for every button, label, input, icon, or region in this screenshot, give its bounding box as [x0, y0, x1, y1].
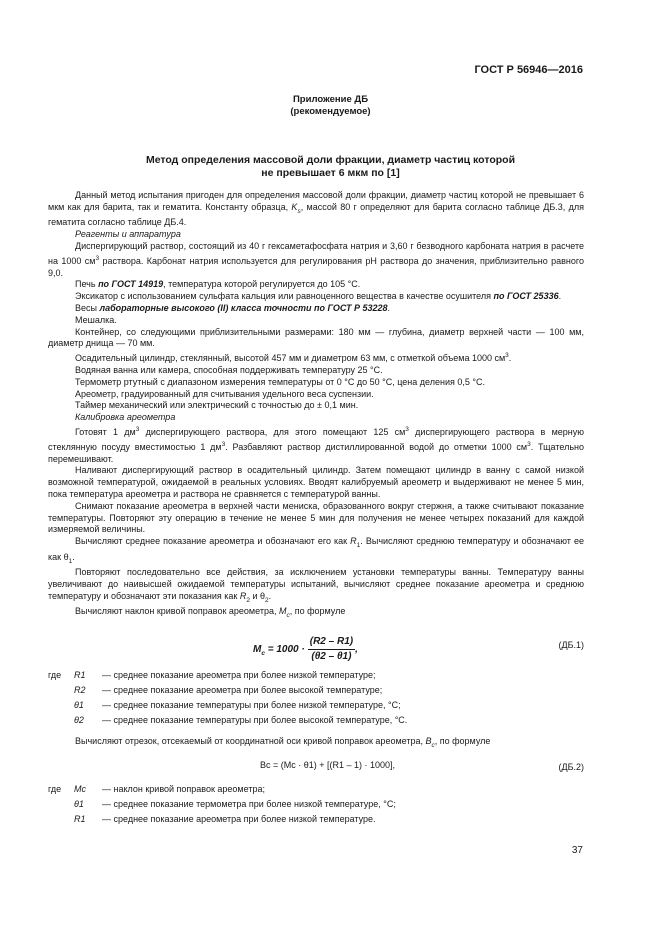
paragraph-pour: Наливают диспергирующий раствор в осадительный цилиндр. Затем помещают цилиндр в ванну с самой низкой возможной температурой, ожидаемой в реальных условиях. Вводят калибруемый ареометр и выдерживают не менее 5 мин, пока температура ареометра и раствора не сравняется с температурой ванны. — [48, 465, 584, 499]
legend-row: R1 — среднее показание ареометра при более низкой температуре. — [74, 813, 376, 824]
paragraph-repeat: Повторяют последовательно все действия, за исключением установки температуры ванны. Температуру ванны увеличивают до наивысшей ожидаемой температуры испытаний, вычисляют среднее показание ареометра и среднюю температуру и обозначают эти показания как $R_2$ и $\theta_2$. — [48, 567, 584, 604]
legend-row: θ1 — среднее показание термометра при более низкой температуре, °С; — [74, 798, 396, 809]
section-title-line1: Метод определения массовой доли фракции, диаметр частиц которой — [145, 154, 516, 166]
legend-db2 — [48, 784, 584, 829]
legend-row: R2 — среднее показание ареометра при более высокой температуре; — [74, 685, 383, 696]
legend-row: θ2 — среднее показание температуры при более высокой температуре, °С. — [74, 715, 408, 726]
formula-db1-number: (ДБ.1) — [558, 640, 584, 651]
paragraph-dispersant: Диспергирующий раствор, состоящий из 40 г гексаметафосфата натрия и 3,60 г безводного карбоната натрия в расчете на 1000 $см^3$ раствора. Карбонат натрия используется для регулирования pH раствора до значения, приблизительно равного 9,0. — [48, 240, 584, 278]
paragraph-intro: Данный метод испытания пригоден для определения массовой доли фракции, диаметр частиц которой не превышает 6 мкм как для барита, так и гематита. Константу образца, $K_s$, массой 80 г определяют для барита согласно таблице ДБ.3, для гематита согласно таблице ДБ.4. — [48, 190, 584, 228]
legend-row: θ1 — среднее показание температуры при более низкой температуре, °С; — [74, 700, 401, 711]
standard-number: ГОСТ Р 56946—2016 — [474, 64, 583, 76]
paragraph-timer: Таймер механический или электрический с точностью до ± 0,1 мин. — [75, 400, 359, 411]
subheading-calibration: Калибровка ареометра — [75, 412, 176, 423]
paragraph-mixer: Мешалка. — [75, 314, 117, 325]
formula-db1-expression: $M_c = 1000$ · $\frac{(R2 - R1)}{(\theta 2 - \theta 1)}$ , — [253, 636, 358, 662]
paragraph-cylinder: Осадительный цилиндр, стеклянный, высотой 457 мм и диаметром 63 мм, с отметкой объема 1000 $см^3$. — [75, 352, 512, 364]
paragraph-oven: Печь по ГОСТ 14919, температура которой регулируется до 105 °С. — [75, 279, 361, 290]
document-body — [48, 190, 584, 829]
paragraph-average: Вычисляют среднее показание ареометра и обозначают его как $R_1$. Вычисляют среднюю температуру и обозначают ее как $\theta_1$. — [48, 536, 584, 565]
page-number: 37 — [571, 845, 583, 856]
legend-row: где Mc — наклон кривой поправок ареометра; — [48, 783, 265, 794]
formula-db1-numerator: (R2 – R1) — [308, 636, 355, 650]
paragraph-prepare: Готовят 1 $дм^3$ диспергирующего раствора, для этого помещают 125 $см^3$ диспергирующего раствора в мерную стеклянную посуду вместимостью 1 $дм^3$. Разбавляют раствор дистиллированной водой до отметки 1000 $см^3$. Тщательно перемешивают. — [48, 425, 585, 464]
paragraph-hydrometer: Ареометр, градуированный для считывания удельного веса суспензии. — [75, 388, 374, 399]
formula-db2 — [48, 752, 584, 784]
subheading-reagents: Реагенты и аппаратура — [75, 229, 181, 240]
paragraph-container: Контейнер, со следующими приблизительными размерами: 180 мм — глубина, диаметр верхней части — 100 мм, диаметр днища — 70 мм. — [48, 326, 584, 349]
appendix-name: Приложение ДБ — [292, 94, 369, 105]
paragraph-slope: Вычисляют наклон кривой поправок ареометра, $M_c$, по формуле — [75, 606, 346, 620]
paragraph-desiccator: Эксикатор с использованием сульфата кальция или равноценного вещества в качестве осушителя по ГОСТ 25336. — [75, 291, 562, 302]
paragraph-thermometer: Термометр ртутный с диапазоном измерения температуры от 0 °С до 50 °С, цена деления 0,5 °С. — [75, 376, 485, 387]
paragraph-reading: Снимают показание ареометра в верхней части мениска, образованного вокруг стержня, а также считывают показание температуры. Повторяют эту операцию в течение не менее 5 мин для получения не менее четырех показаний для каждой измеряемой величины. — [48, 500, 584, 535]
section-title-line2: не превышает 6 мкм по [1] — [261, 167, 400, 179]
formula-db1-denominator: (θ2 – θ1) — [311, 650, 352, 662]
paragraph-water-bath: Водяная ванна или камера, способная поддерживать температуру 25 °С. — [75, 364, 383, 375]
paragraph-scales: Весы лабораторные высокого (II) класса точности по ГОСТ Р 53228. — [75, 302, 391, 313]
legend-row: где R1 — среднее показание ареометра при более низкой температуре; — [48, 670, 376, 681]
formula-db2-number: (ДБ.2) — [558, 761, 584, 772]
appendix-status: (рекомендуемое) — [290, 106, 371, 117]
paragraph-intercept: Вычисляют отрезок, отсекаемый от координатной оси кривой поправок ареометра, $B_c$, по формуле — [75, 736, 491, 749]
formula-db1 — [48, 630, 584, 670]
formula-db2-expression: Bc = (Mc · θ1) + [(R1 – 1) · 1000], — [260, 759, 396, 770]
legend-db1 — [48, 670, 584, 730]
